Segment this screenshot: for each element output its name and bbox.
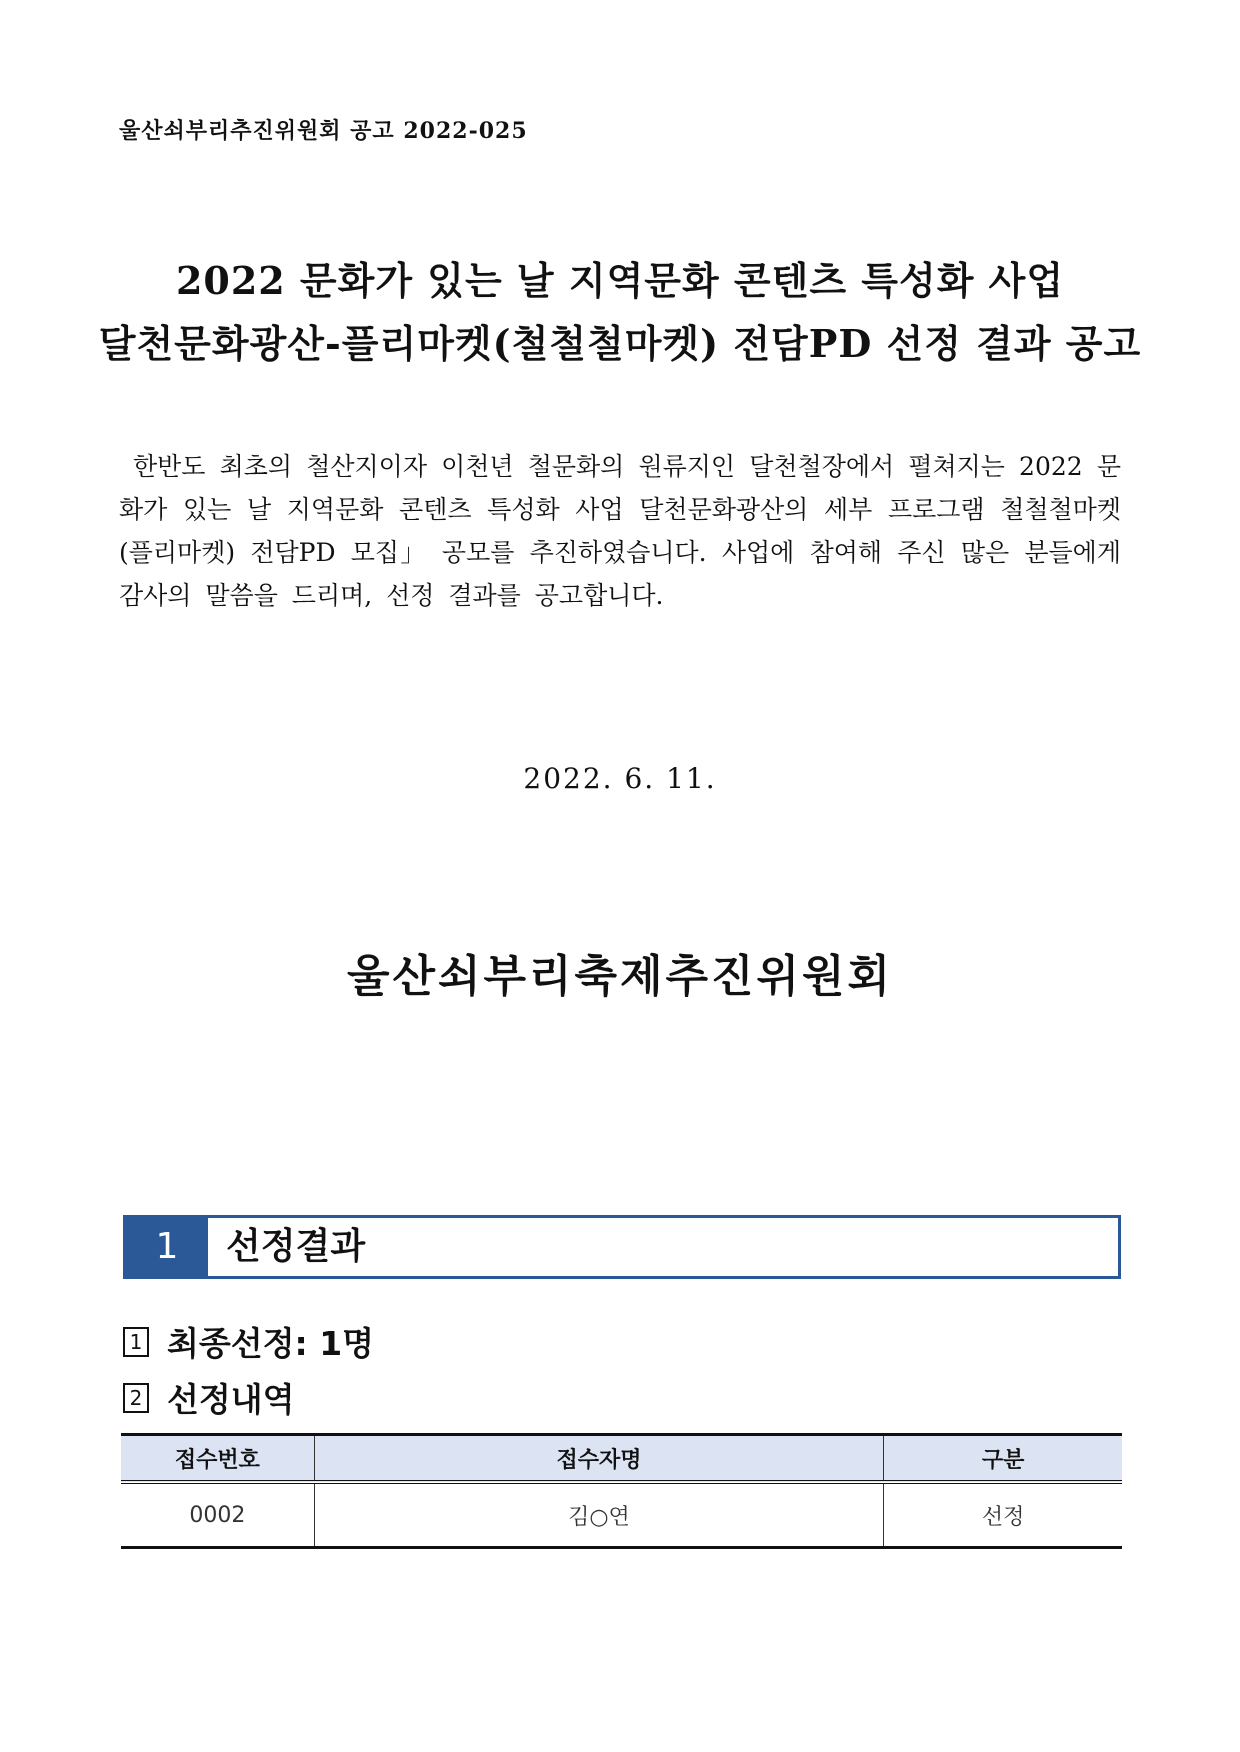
column-header-category: 구분 [884,1435,1122,1483]
table-row [121,1482,1122,1548]
announcement-body: 한반도 최초의 철산지이자 이천년 철문화의 원류지인 달천철장에서 펼쳐지는 2022 문화가 있는 날 지역문화 콘텐츠 특성화 사업 달천문화광산의 세부 프로그램 철철철마켓(플리마켓) 전담PD 모집」 공모를 추진하였습니다. 사업에 참여해 주신 많은 분들에게 감사의 말씀을 드리며, 선정 결과를 공고합니다. [119,452,1121,610]
column-header-receipt-number: 접수번호 [121,1435,314,1483]
boxed-number-marker: 1 [123,1327,149,1357]
boxed-number-marker: 2 [123,1383,149,1413]
selection-result-table [121,1433,1122,1549]
subsection-label: 선정내역 [167,1380,295,1419]
section-number: 1 [126,1218,208,1276]
subsection-final-selection [123,1318,374,1365]
notice-number: 울산쇠부리추진위원회 공고 2022-025 [119,118,528,144]
subsection-selection-details [123,1374,295,1421]
column-header-applicant-name: 접수자명 [314,1435,884,1483]
cell-receipt-number: 0002 [121,1482,314,1548]
cell-category: 선정 [884,1482,1122,1548]
document-title-line-1: 2022 문화가 있는 날 지역문화 콘텐츠 특성화 사업 [175,258,1065,303]
announcement-date: 2022. 6. 11. [523,762,717,795]
subsection-label: 최종선정: 1명 [167,1324,375,1363]
cell-applicant-name: 김○연 [314,1482,884,1548]
document-title-line-2: 달천문화광산-플리마켓(철철철마켓) 전담PD 선정 결과 공고 [98,321,1142,366]
section-header [123,1215,1121,1279]
table-header-row [121,1435,1122,1483]
issuing-organization: 울산쇠부리축제추진위원회 [346,951,894,1002]
section-title: 선정결과 [226,1226,366,1267]
